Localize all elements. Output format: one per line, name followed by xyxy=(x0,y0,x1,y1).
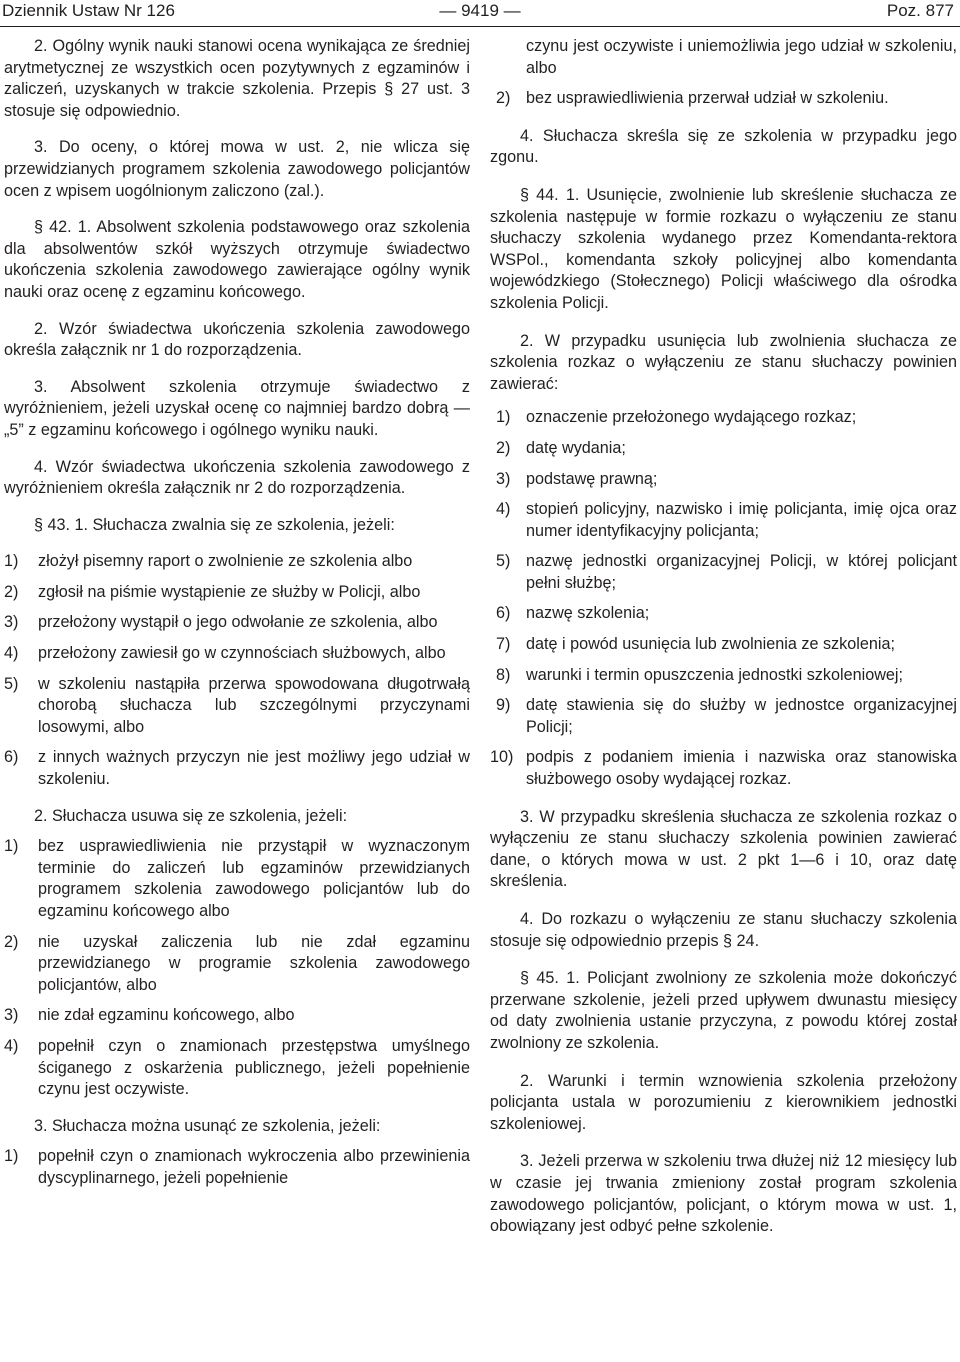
list-item: 3) podstawę prawną; xyxy=(496,469,658,488)
paragraph: 2. W przypadku usunięcia lub zwolnienia słuchacza ze szkolenia rozkaz o wyłączeniu ze stanu słuchaczy powinien zawierać: xyxy=(490,331,957,393)
paragraph-section-45: § 45. 1. Policjant zwolniony ze szkolenia może dokończyć przerwane szkolenie, jeżeli przed upływem dwunastu miesięcy od daty zwolnienia ustanie przyczyna, z powodu której został zwolniony ze szkolenia. xyxy=(490,969,957,1052)
paragraph: 3. Do oceny, o której mowa w ust. 2, nie wlicza się przewidzianych programem szkolenia zawodowego policjantów ocen z wpisem uogólnionym zaliczono (zal.). xyxy=(4,138,470,200)
paragraph: 3. Słuchacza można usunąć ze szkolenia, jeżeli: xyxy=(34,1116,381,1135)
paragraph: 3. Absolwent szkolenia otrzymuje świadectwo z wyróżnieniem, jeżeli uzyskał ocenę co najmniej bardzo dobrą — „5” z egzaminu końcowego i ogólnego wyniku nauki. xyxy=(4,377,470,439)
journal-title: Dziennik Ustaw Nr 126 xyxy=(2,1,175,20)
paragraph-section-43: § 43. 1. Słuchacza zwalnia się ze szkolenia, jeżeli: xyxy=(34,515,395,534)
right-column xyxy=(490,36,957,1238)
removal-list xyxy=(4,836,470,1101)
list-item: 5) nazwę jednostki organizacyjnej Policji, w której policjant pełni służbę; xyxy=(496,552,957,592)
list-item: 10) podpis z podaniem imienia i nazwiska oraz stanowiska służbowego osoby wydającej rozkaz. xyxy=(490,748,957,789)
paragraph: 4. Wzór świadectwa ukończenia szkolenia zawodowego z wyróżnieniem określa załącznik nr 2 do rozporządzenia. xyxy=(4,457,470,498)
page-header xyxy=(0,0,960,26)
list-item: 3) nie zdał egzaminu końcowego, albo xyxy=(4,1006,295,1025)
paragraph: 4. Słuchacza skreśla się ze szkolenia w przypadku jego zgonu. xyxy=(490,126,957,167)
header-rule xyxy=(0,26,960,27)
paragraph: 4. Do rozkazu o wyłączeniu ze stanu słuchaczy szkolenia stosuje się odpowiednio przepis § 24. xyxy=(490,910,957,950)
page-number: — 9419 — xyxy=(439,1,521,20)
paragraph: 2. Słuchacza usuwa się ze szkolenia, jeżeli: xyxy=(34,806,348,825)
list-item: 7) datę i powód usunięcia lub zwolnienia ze szkolenia; xyxy=(496,635,895,654)
list-item: 1) bez usprawiedliwienia nie przystąpił w wyznaczonym terminie do zaliczeń lub egzaminów przewidzianych programem szkolenia zawodowego policjantów lub do egzaminu końcowego albo xyxy=(4,837,470,920)
list-item: 5) w szkoleniu nastąpiła przerwa spowodowana długotrwałą chorobą słuchacza lub szczególnymi przyczynami losowymi, albo xyxy=(4,674,470,736)
list-item: 9) datę stawienia się do służby w jednostce organizacyjnej Policji; xyxy=(496,696,957,736)
list-item: 4) popełnił czyn o znamionach przestępstwa umyślnego ściganego z oskarżenia publicznego, jeżeli popełnienie czynu jest oczywiste. xyxy=(4,1036,470,1099)
dismissal-list xyxy=(4,551,470,790)
list-item: 1) oznaczenie przełożonego wydającego rozkaz; xyxy=(496,408,857,427)
list-item: 2) nie uzyskał zaliczenia lub nie zdał egzaminu przewidzianego w programie szkolenia zawodowego policjantów, albo xyxy=(4,932,470,994)
list-item-continuation: czynu jest oczywiste i uniemożliwia jego udział w szkoleniu, albo xyxy=(526,37,957,77)
left-column xyxy=(4,36,470,1199)
list-item: 2) zgłosił na piśmie wystąpienie ze służby w Policji, albo xyxy=(4,582,421,601)
list-item: 3) przełożony wystąpił o jego odwołanie ze szkolenia, albo xyxy=(4,613,438,632)
order-contents-list xyxy=(490,407,957,790)
list-item: 2) datę wydania; xyxy=(496,438,626,457)
list-item: 8) warunki i termin opuszczenia jednostki szkoleniowej; xyxy=(496,665,903,684)
optional-removal-list xyxy=(4,1146,470,1189)
paragraph: 2. Ogólny wynik nauki stanowi ocena wynikająca ze średniej arytmetycznej ze wszystkich ocen pozytywnych z egzaminów i zaliczeń, uzyskanych w trakcie szkolenia. Przepis § 27 ust. 3 stosuje się odpowiednio. xyxy=(4,37,470,120)
paragraph-section-42: § 42. 1. Absolwent szkolenia podstawowego oraz szkolenia dla absolwentów szkół wyższych otrzymuje świadectwo ukończenia szkolenia zawodowego zawierające ogólny wynik nauki oraz ocenę z egzaminu końcowego. xyxy=(4,218,470,301)
list-item: 1) popełnił czyn o znamionach wykroczenia albo przewinienia dyscyplinarnego, jeżeli popełnienie xyxy=(4,1147,470,1187)
list-item: 1) złożył pisemny raport o zwolnienie ze szkolenia albo xyxy=(4,552,413,571)
list-item: 6) z innych ważnych przyczyn nie jest możliwy jego udział w szkoleniu. xyxy=(4,748,470,789)
list-item: 2) bez usprawiedliwienia przerwał udział w szkoleniu. xyxy=(496,89,889,108)
paragraph: 2. Wzór świadectwa ukończenia szkolenia zawodowego określa załącznik nr 1 do rozporządzenia. xyxy=(4,319,470,360)
paragraph: 3. W przypadku skreślenia słuchacza ze szkolenia rozkaz o wyłączeniu ze stanu słuchaczy szkolenia powinien zawierać dane, o których mowa w ust. 2 pkt 1—6 i 10, oraz datę skreślenia. xyxy=(490,807,957,891)
list-item: 6) nazwę szkolenia; xyxy=(496,604,650,623)
list-item: 4) stopień policyjny, nazwisko i imię policjanta, imię ojca oraz numer identyfikacyjny policjanta; xyxy=(496,500,957,540)
list-item: 4) przełożony zawiesił go w czynnościach służbowych, albo xyxy=(4,644,446,663)
position-number: Poz. 877 xyxy=(886,1,954,20)
paragraph-section-44: § 44. 1. Usunięcie, zwolnienie lub skreślenie słuchacza ze szkolenia następuje w formie rozkazu o wyłączeniu ze stanu słuchaczy szkolenia wydanego przez Komendanta-rektora WSPol., komendanta szkoły policyjnej albo komendanta wojewódzkiego (Stołecznego) Policji właściwego dla ośrodka szkolenia Policji. xyxy=(490,185,957,312)
paragraph: 2. Warunki i termin wznowienia szkolenia przełożony policjanta ustala w porozumieniu z kierownikiem jednostki szkoleniowej. xyxy=(490,1071,957,1133)
paragraph: 3. Jeżeli przerwa w szkoleniu trwa dłużej niż 12 miesięcy lub w czasie jej trwania zmieniony został program szkolenia zawodowego policjantów, policjant, o którym mowa w ust. 1, obowiązany jest odbyć pełne szkolenie. xyxy=(490,1152,957,1236)
